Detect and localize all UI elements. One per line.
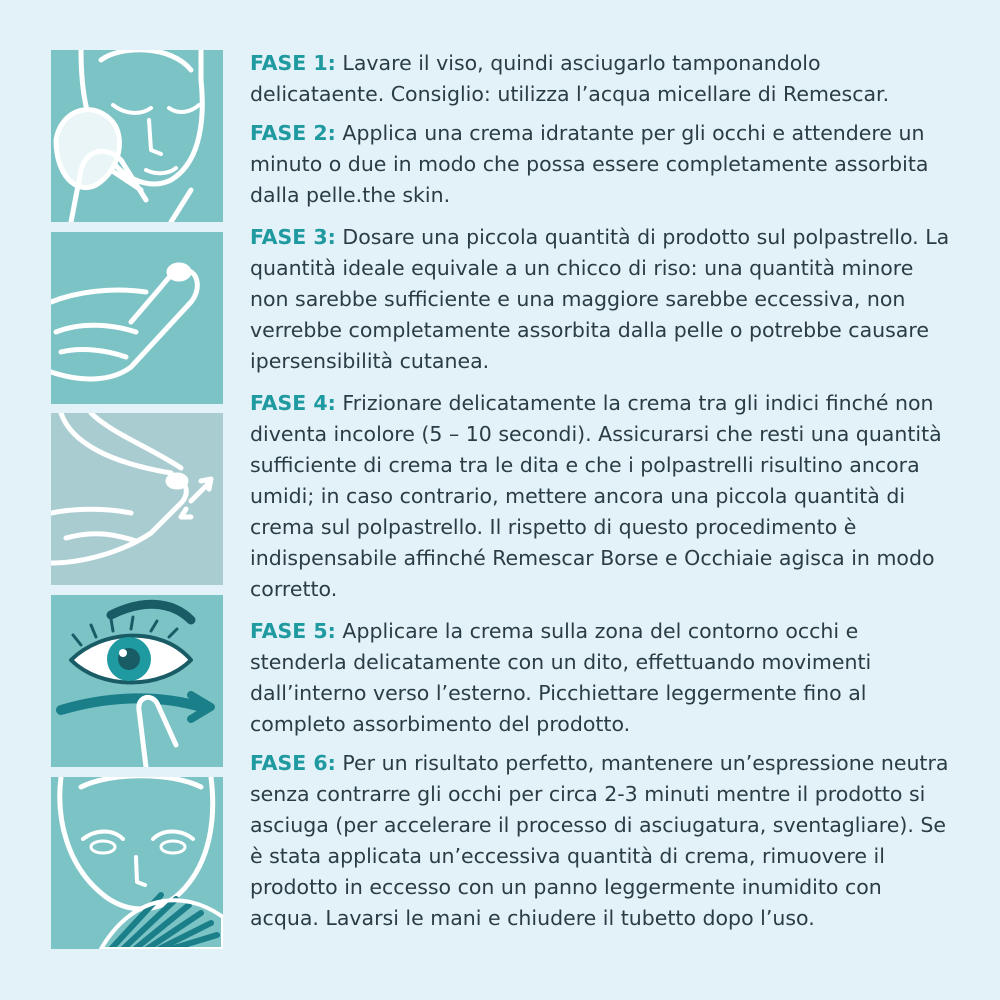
rubbing-fingers-icon xyxy=(51,413,223,585)
step-3 xyxy=(250,222,950,377)
step-2-text: Applica una crema idratante per gli occhi e attendere un minuto o due in modo che possa essere completamente assorbita dalla pelle.the skin. xyxy=(250,121,929,207)
step-1-label: FASE 1: xyxy=(250,51,336,75)
panel-step-4 xyxy=(51,595,223,767)
face-wiping-icon xyxy=(51,50,223,222)
step-1-text: Lavare il viso, quindi asciugarlo tamponandolo delicataente. Consiglio: utilizza l’acqua micellare di Remescar. xyxy=(250,51,890,106)
step-1 xyxy=(250,48,950,110)
step-6-text: Per un risultato perfetto, mantenere un’espressione neutra senza contrarre gli occhi per circa 2-3 minuti mentre il prodotto si asciuga (per accelerare il processo di asciugatura, sventagliare). Se è stata applicata un’eccessiva quantità di crema, rimuovere il prodotto in eccesso con un panno leggermente inumidito con acqua. Lavarsi le mani e chiudere il tubetto dopo l’uso. xyxy=(250,751,949,930)
step-3-label: FASE 3: xyxy=(250,225,336,249)
step-6 xyxy=(250,748,950,934)
step-2 xyxy=(250,118,950,211)
step-5 xyxy=(250,616,950,740)
step-3-text: Dosare una piccola quantità di prodotto sul polpastrello. La quantità ideale equivale a un chicco di riso: una quantità minore non sarebbe sufficiente e una maggiore sarebbe eccessiva, non verrebbe completamente assorbita dalla pelle o potrebbe causare ipersensibilità cutanea. xyxy=(250,225,950,373)
step-4-text: Frizionare delicatamente la crema tra gli indici finché non diventa incolore (5 – 10 secondi). Assicurarsi che resti una quantità sufficiente di crema tra le dita e che i polpastrelli risultino ancora umidi; in caso contrario, mettere ancora una piccola quantità di crema sul polpastrello. Il rispetto di questo procedimento è indispensabile affinché Remescar Borse e Occhiaie agisca in modo corretto. xyxy=(250,391,942,601)
panel-step-2 xyxy=(51,232,223,404)
step-5-label: FASE 5: xyxy=(250,619,336,643)
step-6-label: FASE 6: xyxy=(250,751,336,775)
panel-step-5 xyxy=(51,777,223,949)
panel-step-1 xyxy=(51,50,223,222)
step-5-text: Applicare la crema sulla zona del contorno occhi e stenderla delicatamente con un dito, effettuando movimenti dall’interno verso l’esterno. Picchiettare leggermente fino al completo assorbimento del prodotto. xyxy=(250,619,872,736)
panel-step-3 xyxy=(51,413,223,585)
step-4 xyxy=(250,388,950,605)
step-4-label: FASE 4: xyxy=(250,391,336,415)
eye-application-icon xyxy=(51,595,223,767)
fingertip-cream-icon xyxy=(51,232,223,404)
step-2-label: FASE 2: xyxy=(250,121,336,145)
face-with-fan-icon xyxy=(51,777,223,949)
